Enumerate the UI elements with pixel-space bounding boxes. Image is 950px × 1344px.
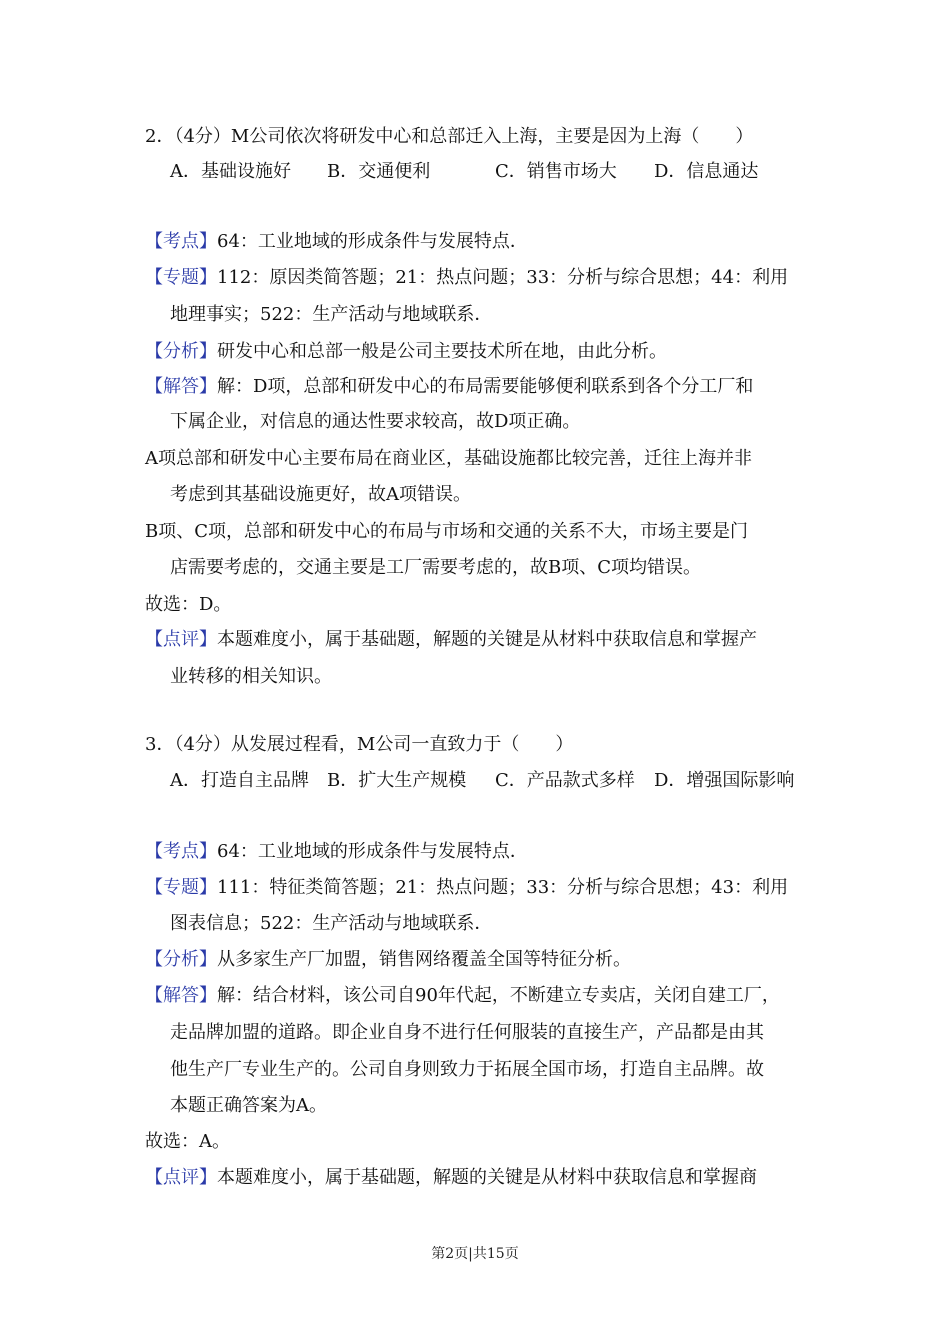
fenxi-tag: 【分析】 — [145, 949, 217, 970]
q3-option-c: C．产品款式多样 — [495, 770, 635, 791]
q2-fenxi — [145, 340, 667, 364]
q2-option-a: A．基础设施好 — [170, 161, 291, 182]
q3-stem: 3．（4分）从发展过程看，M公司一直致力于（ ） — [145, 734, 574, 755]
q2-stem: 2．（4分）M公司依次将研发中心和总部迁入上海，主要是因为上海（ ） — [145, 126, 754, 147]
q3-zhuanti-cont: 图表信息；522：生产活动与地域联系． — [170, 913, 493, 934]
q2-para-b: B项、C项，总部和研发中心的布局与市场和交通的关系不大，市场主要是门 — [145, 521, 748, 542]
q3-option-d: D．增强国际影响 — [654, 770, 795, 791]
dianping-tag: 【点评】 — [145, 1167, 217, 1188]
q3-jieda-cont-2: 他生产厂专业生产的。公司自身则致力于拓展全国市场，打造自主品牌。故 — [170, 1059, 764, 1080]
q3-kaodian — [145, 840, 528, 864]
jieda-text: 解：D项，总部和研发中心的布局需要能够便利联系到各个分工厂和 — [217, 376, 754, 397]
kaodian-text: 64：工业地域的形成条件与发展特点． — [217, 231, 528, 252]
dianping-text: 本题难度小，属于基础题，解题的关键是从材料中获取信息和掌握产 — [217, 629, 757, 650]
dianping-tag: 【点评】 — [145, 629, 217, 650]
jieda-tag: 【解答】 — [145, 376, 217, 397]
kaodian-text: 64：工业地域的形成条件与发展特点． — [217, 841, 528, 862]
jieda-tag: 【解答】 — [145, 985, 217, 1006]
q2-para-b-cont: 店需要考虑的，交通主要是工厂需要考虑的，故B项、C项均错误。 — [170, 557, 701, 578]
kaodian-tag: 【考点】 — [145, 231, 217, 252]
q3-jieda-cont-1: 走品牌加盟的道路。即企业自身不进行任何服装的直接生产，产品都是由其 — [170, 1022, 764, 1043]
q3-jieda — [145, 984, 780, 1008]
q2-para-a-cont: 考虑到其基础设施更好，故A项错误。 — [170, 484, 471, 505]
jieda-text: 解：结合材料，该公司自90年代起，不断建立专卖店，关闭自建工厂， — [217, 985, 780, 1006]
fenxi-tag: 【分析】 — [145, 341, 217, 362]
q2-jieda — [145, 375, 753, 399]
q2-option-d: D．信息通达 — [654, 161, 759, 182]
q3-dianping — [145, 1166, 757, 1190]
q3-zhuanti — [145, 876, 788, 900]
q2-kaodian — [145, 230, 528, 254]
page-footer: 第2页|共15页 — [431, 1246, 519, 1262]
zhuanti-tag: 【专题】 — [145, 877, 217, 898]
zhuanti-tag: 【专题】 — [145, 267, 217, 288]
q2-answer: 故选：D。 — [145, 594, 232, 615]
q3-answer: 故选：A。 — [145, 1131, 230, 1152]
q2-dianping-cont: 业转移的相关知识。 — [170, 666, 332, 687]
q2-para-a: A项总部和研发中心主要布局在商业区，基础设施都比较完善，迁往上海并非 — [145, 448, 752, 469]
kaodian-tag: 【考点】 — [145, 841, 217, 862]
zhuanti-text: 111：特征类简答题；21：热点问题；33：分析与综合思想；43：利用 — [217, 877, 789, 898]
q3-fenxi — [145, 948, 631, 972]
q2-dianping — [145, 628, 757, 652]
q3-option-a: A．打造自主品牌 — [170, 770, 309, 791]
q3-jieda-cont-3: 本题正确答案为A。 — [170, 1095, 327, 1116]
dianping-text: 本题难度小，属于基础题，解题的关键是从材料中获取信息和掌握商 — [217, 1167, 757, 1188]
fenxi-text: 研发中心和总部一般是公司主要技术所在地，由此分析。 — [217, 341, 667, 362]
q2-zhuanti — [145, 266, 788, 290]
q3-option-b: B．扩大生产规模 — [327, 770, 467, 791]
zhuanti-text: 112：原因类简答题；21：热点问题；33：分析与综合思想；44：利用 — [217, 267, 789, 288]
q2-jieda-cont: 下属企业，对信息的通达性要求较高，故D项正确。 — [170, 411, 581, 432]
fenxi-text: 从多家生产厂加盟，销售网络覆盖全国等特征分析。 — [217, 949, 631, 970]
q2-option-c: C．销售市场大 — [495, 161, 617, 182]
q2-zhuanti-cont: 地理事实；522：生产活动与地域联系． — [170, 304, 493, 325]
q2-option-b: B．交通便利 — [327, 161, 431, 182]
